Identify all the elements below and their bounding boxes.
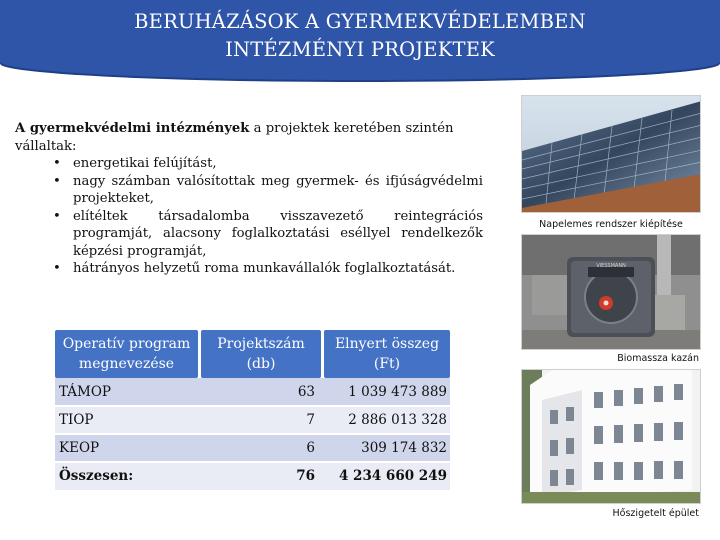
title-banner [0, 0, 720, 80]
cell-count: 7 [306, 412, 315, 428]
cell-count: 6 [306, 440, 315, 456]
biomass-boiler-image [522, 235, 701, 350]
cell-amount: 309 174 832 [361, 440, 447, 456]
page-title [0, 8, 720, 64]
cell-count: 63 [297, 384, 315, 400]
solar-panel-image [522, 96, 701, 213]
building-image [522, 370, 701, 504]
intro-lead-bold: A gyermekvédelmi intézmények [15, 121, 250, 136]
biomass-boiler-photo [521, 234, 701, 350]
cell-program: KEOP [59, 440, 100, 456]
bullet-item: • elítéltek társadalomba visszavezető reintegrációs programját, alacsony foglalkoztatási eséllyel rendelkezők képzési programját, [53, 208, 483, 261]
solar-panel-photo [521, 95, 701, 213]
page-title-line-1: BERUHÁZÁSOK A GYERMEKVÉDELEMBEN [134, 10, 586, 33]
intro-text [15, 120, 485, 278]
results-table [55, 330, 455, 496]
table-header-amount: Elnyert összeg (Ft) [334, 336, 440, 372]
building-photo [521, 369, 701, 504]
cell-amount: 2 886 013 328 [348, 412, 447, 428]
bullet-item: • hátrányos helyzetű roma munkavállalók foglalkoztatását. [53, 260, 483, 278]
bullet-item: • nagy számban valósítottak meg gyermek- és ifjúságvédelmi projekteket, [53, 173, 483, 208]
intro-lead-rest: a projektek keretében szintén vállaltak: [15, 121, 454, 154]
intro-lead [15, 120, 485, 155]
bullet-item: • energetikai felújítást, [53, 155, 483, 173]
cell-total-amount: 4 234 660 249 [338, 468, 447, 484]
table-header-program: Operatív program megnevezése [62, 336, 191, 372]
cell-program: TIOP [59, 412, 94, 428]
cell-total-count: 76 [296, 468, 315, 484]
cell-program: TÁMOP [59, 384, 111, 400]
page-title-line-2: INTÉZMÉNYI PROJEKTEK [225, 38, 495, 61]
biomass-caption: Biomassza kazán [617, 353, 699, 364]
solar-caption: Napelemes rendszer kiépítése [539, 219, 683, 230]
building-caption: Hőszigetelt épület [612, 508, 699, 519]
cell-amount: 1 039 473 889 [348, 384, 447, 400]
cell-total-label: Összesen: [59, 468, 134, 484]
bullet-list [53, 155, 483, 278]
table-header-count: Projektszám (db) [217, 336, 305, 372]
boiler-brand-label: VIESSMANN [596, 263, 626, 269]
